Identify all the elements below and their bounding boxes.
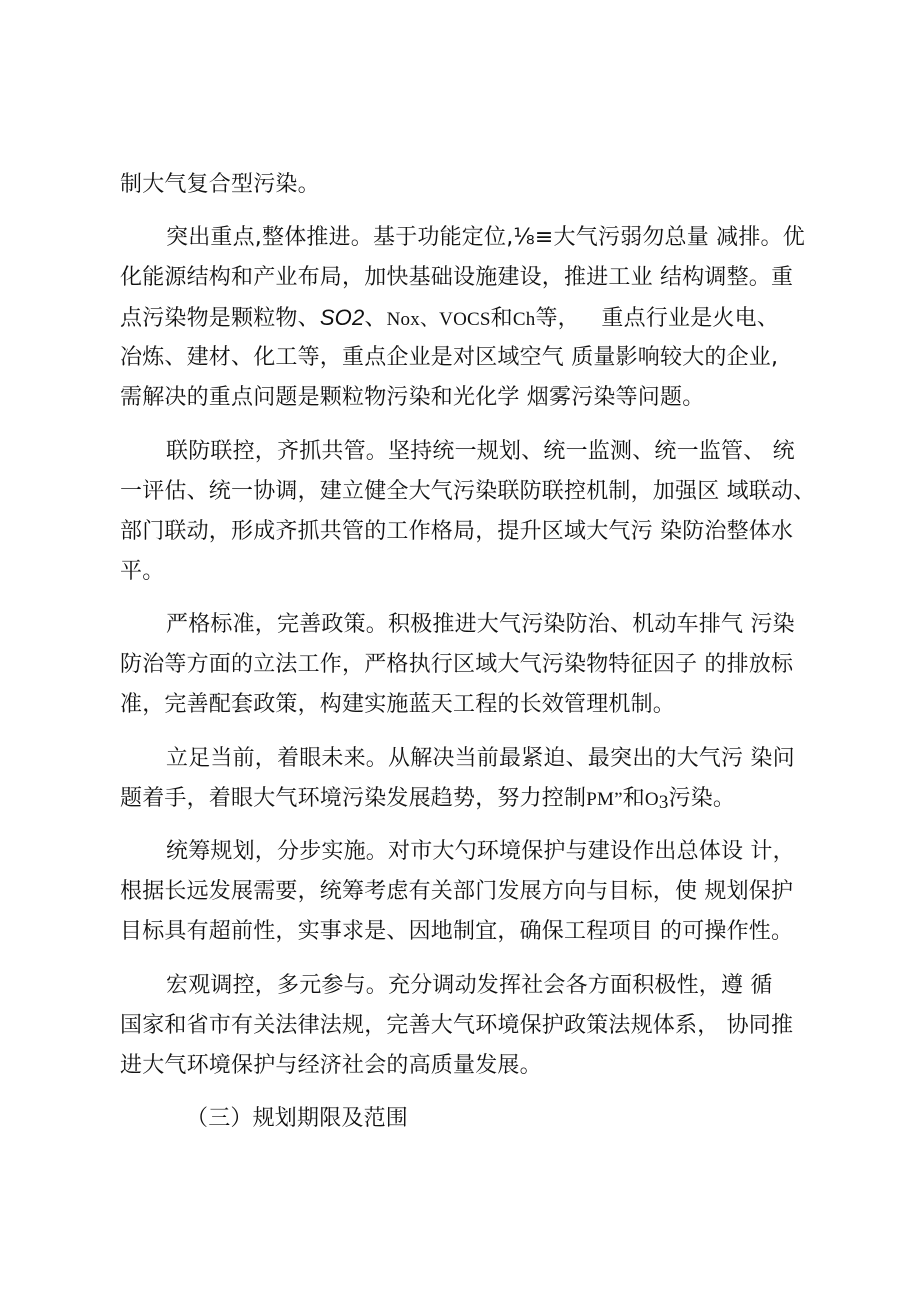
paragraph-line: 联防联控，齐抓共管。坚持统一规划、统一监测、统一监管、 统 xyxy=(166,439,795,464)
paragraph-line: 宏观调控，多元参与。充分调动发挥社会各方面积极性，遵 循 xyxy=(166,973,773,998)
paragraph-line: 制大气复合型污染。 xyxy=(120,172,320,197)
text-run: O xyxy=(644,789,659,810)
paragraph-line: 统筹规划，分步实施。对市大勺环境保护与建设作出总体设 计， xyxy=(166,839,795,864)
paragraph-line: 根据长远发展需要，统筹考虑有关部门发展方向与目标，使 规划保护 xyxy=(120,879,794,904)
paragraph-line: 平。 xyxy=(120,559,165,584)
text-run: Ch xyxy=(512,309,536,330)
text-run: PM” xyxy=(586,789,623,810)
section-heading: （三）规划期限及范围 xyxy=(186,1106,409,1131)
paragraph-line: 化能源结构和产业布局，加快基础设施建设，推进工业 结构调整。重 xyxy=(120,265,794,290)
text-run: SO2 xyxy=(319,305,365,330)
paragraph-line: 立足当前，着眼未来。从解决当前最紧迫、最突出的大气污 染问 xyxy=(166,746,795,771)
paragraph-line: 防治等方面的立法工作，严格执行区域大气污染物特征因子 的排放标 xyxy=(120,652,794,677)
paragraph-line: 需解决的重点问题是颗粒物污染和光化学 烟雾污染等问题。 xyxy=(120,385,705,410)
text-run: 点污染物是颗粒物、 xyxy=(120,306,320,331)
paragraph-line: 一评估、统一协调，建立健全大气污染联防联控机制，加强区 域联动、 xyxy=(120,479,816,504)
subscript: 3 xyxy=(658,792,669,813)
text-run: 污染。 xyxy=(668,786,736,811)
text-run: 、 xyxy=(364,306,387,331)
paragraph-line: 突出重点,整体推进。基于功能定位,⅛≡大气污弱勿总量 减排。优 xyxy=(166,225,805,250)
paragraph-line: 冶炼、建材、化工等，重点企业是对区域空气 质量影响较大的企业, xyxy=(120,345,779,370)
text-run: 等， 重点行业是火电、 xyxy=(535,306,780,331)
text-run: 和 xyxy=(622,786,645,811)
paragraph-line: 准，完善配套政策，构建实施蓝天工程的长效管理机制。 xyxy=(120,692,676,717)
text-run: 和 xyxy=(490,306,513,331)
paragraph-line: 进大气环境保护与经济社会的高质量发展。 xyxy=(120,1053,542,1078)
paragraph-line xyxy=(120,303,820,335)
text-run: Nox、VOCS xyxy=(386,309,491,330)
text-run: 题着手，着眼大气环境污染发展趋势，努力控制 xyxy=(120,786,587,811)
paragraph-line: 国家和省市有关法律法规，完善大气环境保护政策法规体系， 协同推 xyxy=(120,1013,794,1038)
paragraph-line xyxy=(120,784,820,818)
paragraph-line: 严格标准，完善政策。积极推进大气污染防治、机动车排气 污染 xyxy=(166,612,795,637)
paragraph-line: 目标具有超前性，实事求是、因地制宜，确保工程项目 的可操作性。 xyxy=(120,919,794,944)
paragraph-line: 部门联动，形成齐抓共管的工作格局，提升区域大气污 染防治整体水 xyxy=(120,519,794,544)
